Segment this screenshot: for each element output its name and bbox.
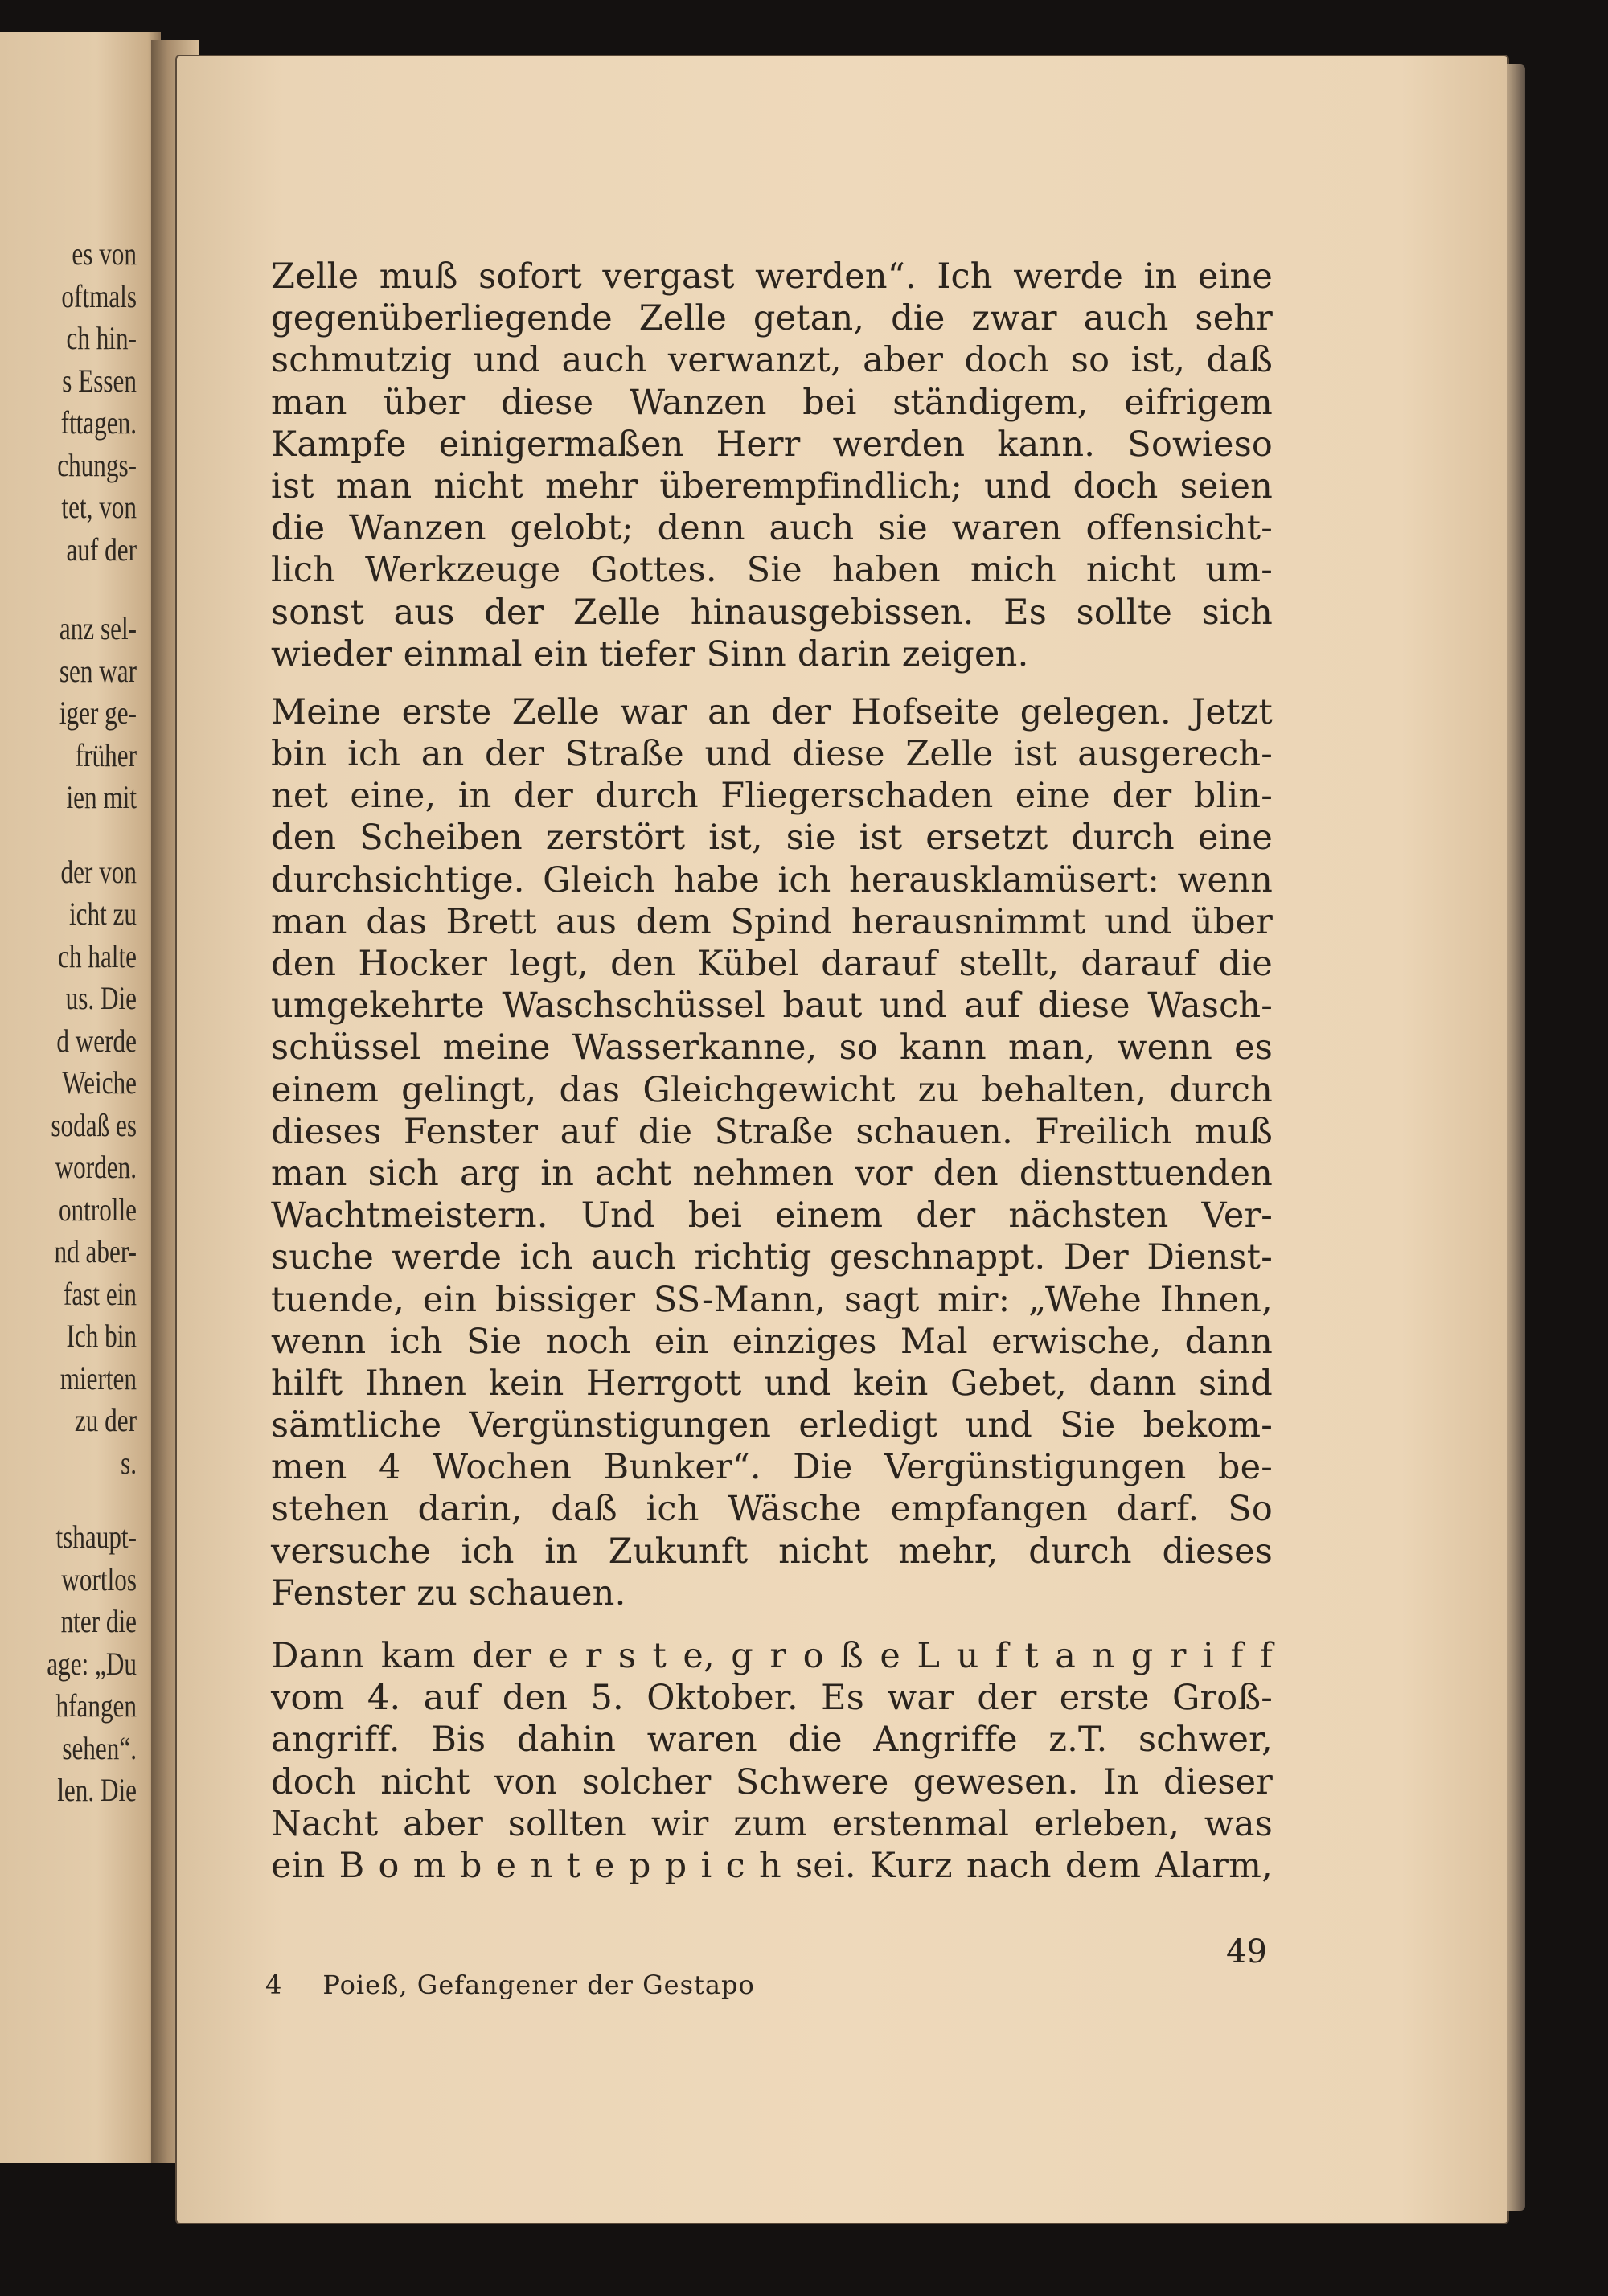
left-page-fragment: iger ge- bbox=[59, 695, 137, 731]
text-line: doch nicht von solcher Schwere gewesen. In dieser bbox=[271, 1761, 1273, 1802]
left-page-fragment: icht zu bbox=[68, 896, 137, 932]
text-line: angriff. Bis dahin waren die Angriffe z.T. schwer, bbox=[271, 1720, 1273, 1761]
left-page-fragment: es von bbox=[72, 236, 137, 272]
left-page-fragment: tet, von bbox=[61, 489, 137, 525]
text-line: Wachtmeistern. Und bei einem der nächsten Ver- bbox=[271, 1195, 1273, 1236]
text-line: Zelle muß sofort vergast werden“. Ich werde in eine bbox=[271, 256, 1273, 297]
page-number: 49 bbox=[1226, 1933, 1267, 1970]
text-line: versuche ich in Zukunft nicht mehr, durch dieses bbox=[271, 1531, 1273, 1572]
left-page-fragment: ch hin- bbox=[66, 320, 137, 356]
text-line: den Scheiben zerstört ist, sie ist ersetzt durch eine bbox=[271, 818, 1273, 859]
text-line: den Hocker legt, den Kübel darauf stellt, darauf die bbox=[271, 944, 1273, 984]
text-line: bin ich an der Straße und diese Zelle ist ausgerech- bbox=[271, 734, 1273, 775]
text-line: net eine, in der durch Fliegerschaden eine der blin- bbox=[271, 776, 1273, 817]
left-page-fragment: age: „Du bbox=[47, 1645, 137, 1682]
left-page-fragment: fttagen. bbox=[60, 404, 137, 441]
paragraph-2 bbox=[271, 691, 1273, 1614]
text-line: suche werde ich auch richtig geschnappt. Der Dienst- bbox=[271, 1237, 1273, 1278]
paragraph-1 bbox=[271, 256, 1273, 675]
text-line: schüssel meine Wasserkanne, so kann man, wenn es bbox=[271, 1027, 1273, 1068]
text-line: sonst aus der Zelle hinausgebissen. Es sollte sich bbox=[271, 592, 1273, 633]
left-page-fragment: len. Die bbox=[57, 1772, 137, 1808]
left-page-fragment: s Essen bbox=[62, 362, 137, 399]
text-line: Dann kam der e r s t e, g r o ß e L u f t a n g r i f f bbox=[271, 1636, 1273, 1676]
left-page-fragment: Weiche bbox=[62, 1064, 137, 1101]
signature-number: 4 bbox=[265, 1970, 283, 2000]
left-page-fragment: nter die bbox=[60, 1603, 137, 1639]
text-line: Meine erste Zelle war an der Hofseite gelegen. Jetzt bbox=[271, 691, 1273, 732]
text-line: wieder einmal ein tiefer Sinn darin zeigen. bbox=[271, 633, 1029, 674]
text-line: lich Werkzeuge Gottes. Sie haben mich nicht um- bbox=[271, 550, 1273, 591]
left-page-fragment: oftmals bbox=[61, 277, 137, 314]
paragraph-3 bbox=[271, 1635, 1273, 1887]
left-page-fragment: wortlos bbox=[61, 1560, 137, 1597]
left-page-fragment: nd aber- bbox=[54, 1233, 137, 1269]
left-page-fragment: hfangen bbox=[55, 1687, 137, 1724]
text-line: Nacht aber sollten wir zum erstenmal erleben, was bbox=[271, 1803, 1273, 1844]
text-line: man über diese Wanzen bei ständigem, eifrigem bbox=[271, 382, 1273, 423]
left-page-fragment: worden. bbox=[55, 1149, 137, 1185]
text-line: man sich arg in acht nehmen vor den diensttuenden bbox=[271, 1153, 1273, 1194]
text-line: einem gelingt, das Gleichgewicht zu behalten, durch bbox=[271, 1069, 1273, 1110]
text-line: durchsichtige. Gleich habe ich herausklamüsert: wenn bbox=[271, 859, 1273, 900]
left-page-fragment: chungs- bbox=[57, 446, 137, 483]
left-page-fragment: us. Die bbox=[65, 980, 137, 1016]
text-line: vom 4. auf den 5. Oktober. Es war der erste Groß- bbox=[271, 1678, 1273, 1719]
text-line: sämtliche Vergünstigungen erledigt und Sie bekom- bbox=[271, 1405, 1273, 1446]
left-page-fragment: ontrolle bbox=[58, 1191, 137, 1228]
text-line: gegenüberliegende Zelle getan, die zwar auch sehr bbox=[271, 298, 1273, 339]
left-page-fragment: sen war bbox=[59, 652, 137, 689]
left-page-fragment: d werde bbox=[56, 1022, 137, 1059]
left-page-fragment: s. bbox=[121, 1444, 137, 1481]
text-line: dieses Fenster auf die Straße schauen. Freilich muß bbox=[271, 1111, 1273, 1152]
left-page-fragment: ien mit bbox=[66, 779, 137, 815]
text-line: man das Brett aus dem Spind herausnimmt und über bbox=[271, 901, 1273, 942]
left-page-fragment: zu der bbox=[74, 1402, 137, 1438]
text-line: men 4 Wochen Bunker“. Die Vergünstigungen be- bbox=[271, 1447, 1273, 1488]
text-line: umgekehrte Waschschüssel baut und auf diese Wasch- bbox=[271, 986, 1273, 1027]
signature-text: Poieß, Gefangener der Gestapo bbox=[322, 1970, 755, 2000]
left-page-edge bbox=[0, 32, 161, 2163]
left-page-fragment: ch halte bbox=[58, 937, 137, 974]
text-line: Fenster zu schauen. bbox=[271, 1572, 626, 1613]
text-line: die Wanzen gelobt; denn auch sie waren offensicht- bbox=[271, 508, 1273, 549]
left-page-fragment: fast ein bbox=[64, 1275, 137, 1312]
left-page-fragment: der von bbox=[60, 853, 137, 890]
left-page-fragment: früher bbox=[75, 736, 137, 773]
left-page-fragment: anz sel- bbox=[59, 610, 137, 646]
left-page-fragment: auf der bbox=[66, 531, 137, 568]
printer-signature bbox=[265, 1970, 755, 2000]
left-page-fragment: mierten bbox=[59, 1359, 137, 1396]
left-page-fragment: tshaupt- bbox=[55, 1519, 137, 1555]
left-page-fragment: sodaß es bbox=[51, 1106, 137, 1143]
text-line: Kampfe einigermaßen Herr werden kann. Sowieso bbox=[271, 424, 1273, 465]
text-line: ist man nicht mehr überempfindlich; und doch seien bbox=[271, 465, 1273, 506]
left-page-fragment: Ich bin bbox=[66, 1318, 137, 1354]
page-stack-edge bbox=[1508, 64, 1525, 2211]
body-text bbox=[271, 256, 1273, 1887]
text-line: stehen darin, daß ich Wäsche empfangen darf. So bbox=[271, 1489, 1273, 1530]
text-line: wenn ich Sie noch ein einziges Mal erwische, dann bbox=[271, 1321, 1273, 1362]
text-line: schmutzig und auch verwanzt, aber doch so ist, daß bbox=[271, 340, 1273, 381]
left-page-fragment: sehen“. bbox=[62, 1729, 137, 1766]
text-line: ein B o m b e n t e p p i c h sei. Kurz nach dem Alarm, bbox=[271, 1845, 1273, 1886]
text-line: tuende, ein bissiger SS-Mann, sagt mir: „Wehe Ihnen, bbox=[271, 1279, 1273, 1320]
text-line: hilft Ihnen kein Herrgott und kein Gebet, dann sind bbox=[271, 1363, 1273, 1404]
